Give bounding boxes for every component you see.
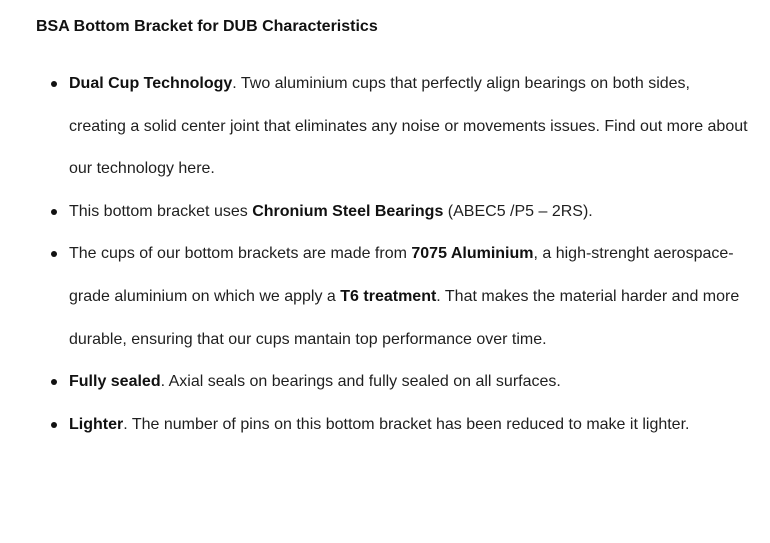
bullet-icon: [51, 81, 57, 87]
feature-highlight: T6 treatment: [340, 287, 437, 305]
feature-highlight: 7075 Aluminium: [411, 245, 534, 263]
feature-text: . The number of pins on this bottom bracket has been reduced to make it lighter.: [123, 415, 690, 433]
bullet-icon: [51, 379, 57, 385]
bullet-icon: [51, 422, 57, 428]
section-heading: BSA Bottom Bracket for DUB Characteristics: [36, 18, 378, 35]
feature-text: The cups of our bottom brackets are made from: [69, 245, 412, 263]
bullet-icon: [51, 251, 57, 257]
feature-text: . That makes the material harder and more durable, ensuring that our cups mantain top performance over time.: [69, 287, 740, 348]
feature-text: (ABEC5 /P5 – 2RS).: [443, 202, 593, 220]
feature-highlight: Chronium Steel Bearings: [252, 202, 444, 220]
feature-lead: Dual Cup Technology: [69, 75, 233, 92]
feature-lead: Fully sealed: [69, 373, 161, 391]
feature-list: [0, 63, 770, 446]
feature-lead: Lighter: [69, 415, 124, 433]
feature-text: . Two aluminium cups that perfectly align bearings on both sides, creating a solid center joint that eliminates any noise or movements issues. Find out more about our technology here.: [69, 75, 748, 178]
feature-item-dual-cup: [0, 63, 770, 191]
feature-item-sealed: [0, 361, 770, 404]
feature-item-lighter: [0, 404, 770, 447]
feature-text: . Axial seals on bearings and fully sealed on all surfaces.: [160, 373, 561, 391]
bullet-icon: [51, 209, 57, 215]
feature-text: This bottom bracket uses: [69, 202, 253, 220]
feature-text: , a high-strenght aerospace-grade aluminium on which we apply a: [69, 245, 734, 305]
feature-item-bearings: [0, 191, 770, 234]
feature-item-aluminium: [0, 233, 770, 361]
